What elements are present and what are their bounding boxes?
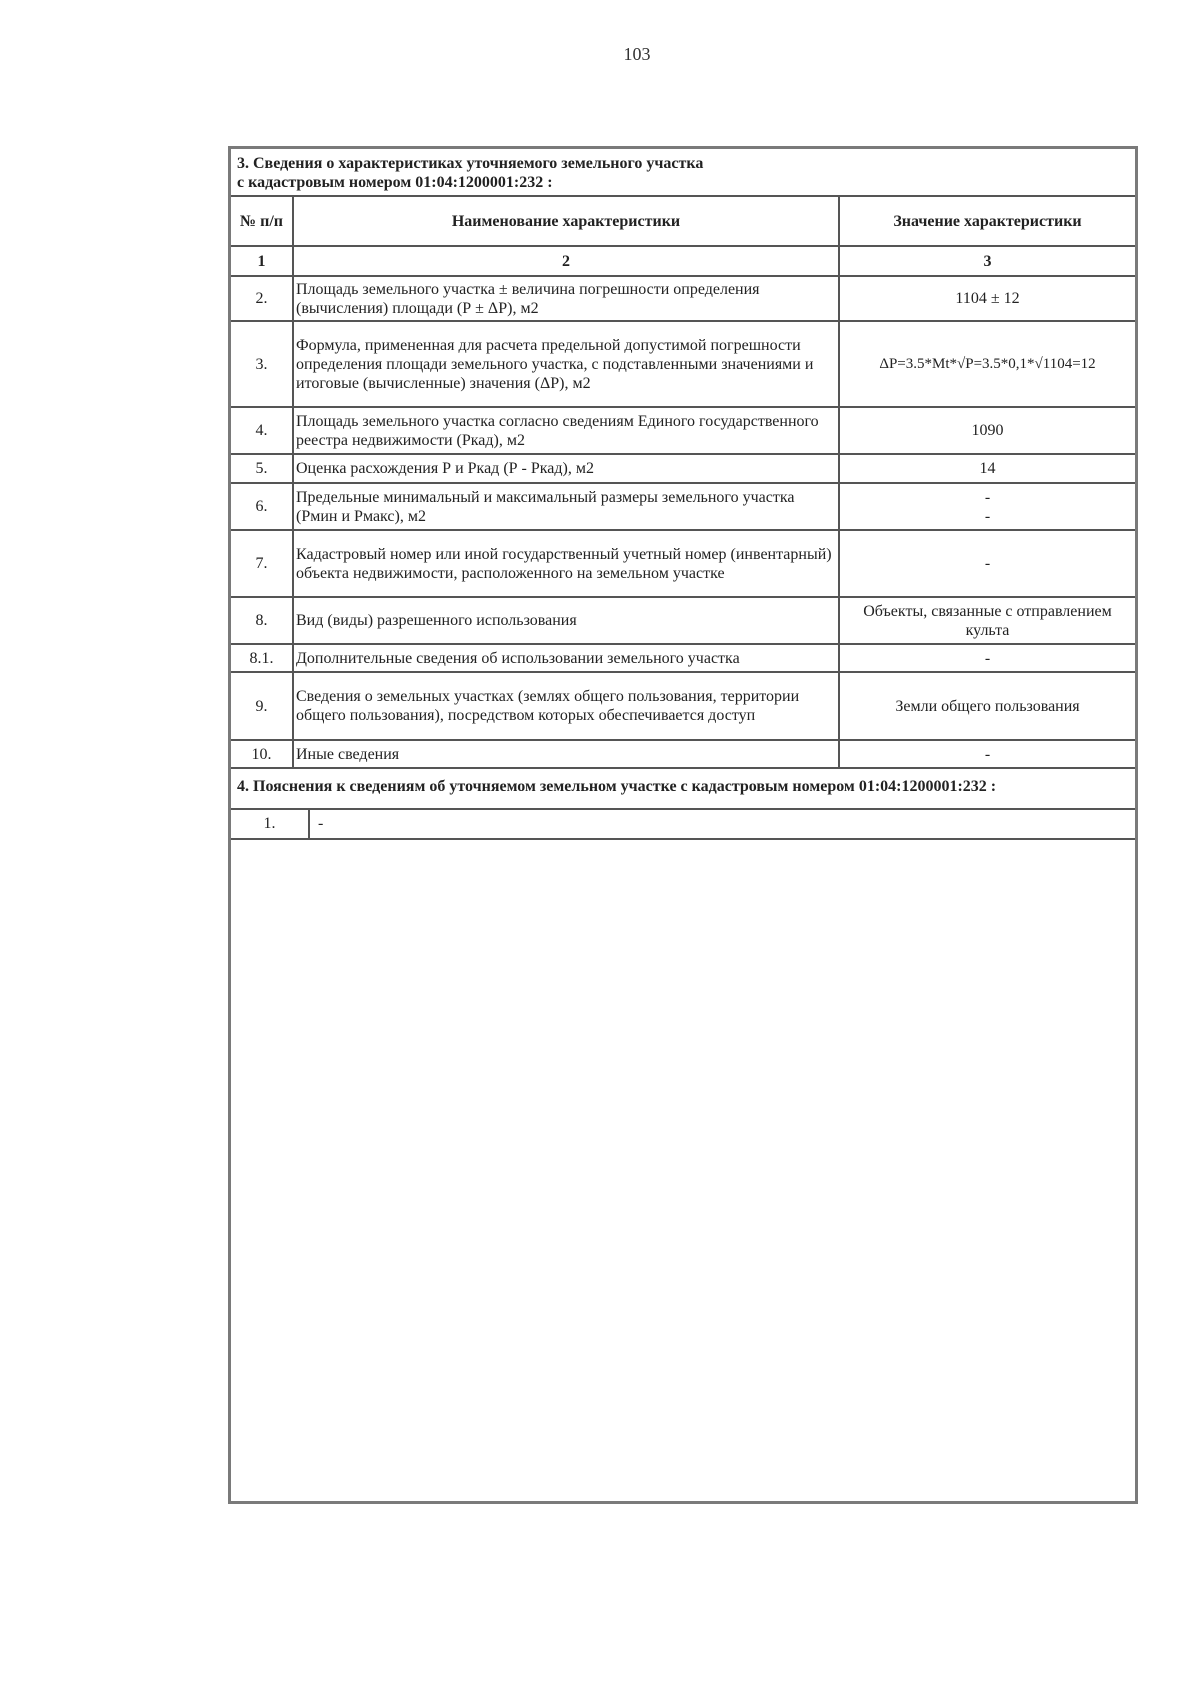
row-value: - [839, 644, 1135, 672]
row-num: 5. [231, 454, 293, 483]
index-2: 2 [293, 246, 839, 276]
index-3: 3 [839, 246, 1135, 276]
row-name: Предельные минимальный и максимальный размеры земельного участка (Рмин и Рмакс), м2 [293, 483, 839, 530]
row-num: 8.1. [231, 644, 293, 672]
row-num: 6. [231, 483, 293, 530]
table-row [231, 483, 1135, 530]
row-num: 4. [231, 407, 293, 454]
header-name: Наименование характеристики [293, 197, 839, 246]
row-value: - [839, 530, 1135, 597]
header-num: № п/п [231, 197, 293, 246]
section-3-title [231, 149, 1135, 197]
row-name: Дополнительные сведения об использовании земельного участка [293, 644, 839, 672]
document-frame [228, 146, 1138, 1504]
table-row [231, 454, 1135, 483]
row-value: 1090 [839, 407, 1135, 454]
row-value-max: - [984, 507, 991, 525]
row-value: 14 [839, 454, 1135, 483]
row-num: 7. [231, 530, 293, 597]
table-row [231, 276, 1135, 321]
note-row [231, 810, 1135, 840]
section-3-title-line1: 3. Сведения о характеристиках уточняемого земельного участка [237, 155, 704, 172]
row-value: - [839, 740, 1135, 768]
table-index-row [231, 246, 1135, 276]
characteristics-table [231, 197, 1135, 769]
section-3-title-line2: с кадастровым номером 01:04:1200001:232 : [237, 174, 553, 191]
row-value: Земли общего пользования [839, 672, 1135, 740]
table-row [231, 740, 1135, 768]
table-row [231, 597, 1135, 644]
row-value-min: - [984, 488, 991, 506]
note-text: - [318, 815, 324, 832]
table-row [231, 407, 1135, 454]
section-4-title: 4. Пояснения к сведениям об уточняемом земельном участке с кадастровым номером 01:04:1200001:232 : [231, 769, 1135, 810]
row-name: Площадь земельного участка согласно сведениям Единого государственного реестра недвижимости (Ркад), м2 [293, 407, 839, 454]
row-name: Площадь земельного участка ± величина погрешности определения (вычисления) площади (Р ± ΔР), м2 [293, 276, 839, 321]
row-num: 8. [231, 597, 293, 644]
note-num: 1. [231, 810, 310, 838]
row-num: 3. [231, 321, 293, 407]
row-name: Иные сведения [293, 740, 839, 768]
row-num: 9. [231, 672, 293, 740]
page-number: 103 [623, 44, 651, 64]
header-value: Значение характеристики [839, 197, 1135, 246]
row-num: 2. [231, 276, 293, 321]
index-1: 1 [231, 246, 293, 276]
row-name: Кадастровый номер или иной государственный учетный номер (инвентарный) объекта недвижимости, расположенного на земельном участке [293, 530, 839, 597]
table-row [231, 672, 1135, 740]
row-value: ΔР=3.5*Mt*√Р=3.5*0,1*√1104=12 [839, 321, 1135, 407]
row-value [839, 483, 1135, 530]
table-row [231, 321, 1135, 407]
row-num: 10. [231, 740, 293, 768]
row-value: 1104 ± 12 [839, 276, 1135, 321]
row-name: Оценка расхождения Р и Ркад (Р - Ркад), м2 [293, 454, 839, 483]
table-row [231, 644, 1135, 672]
row-value: Объекты, связанные с отправлением культа [839, 597, 1135, 644]
row-name: Сведения о земельных участках (землях общего пользования, территории общего пользования), посредством которых обеспечивается доступ [293, 672, 839, 740]
table-header-row [231, 197, 1135, 246]
row-name: Формула, примененная для расчета предельной допустимой погрешности определения площади земельного участка, с подставленными значениями и итоговые (вычисленные) значения (ΔР), м2 [293, 321, 839, 407]
row-name: Вид (виды) разрешенного использования [293, 597, 839, 644]
table-row [231, 530, 1135, 597]
